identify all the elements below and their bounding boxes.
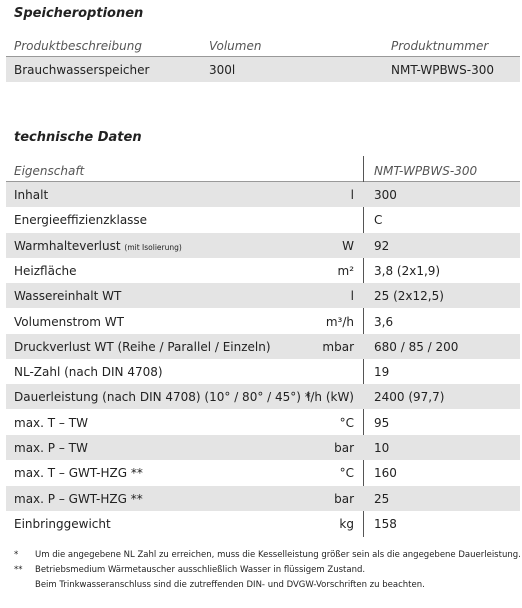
header-eigenschaft: Eigenschaft (14, 164, 85, 178)
row-label: max. P – GWT-HZG ** (14, 491, 143, 506)
row-unit: °C (339, 466, 354, 481)
header-modell: NMT-WPBWS-300 (374, 164, 478, 178)
table-row (6, 182, 520, 207)
row-unit: m² (337, 263, 354, 278)
row-label: Energieeffizienzklasse (14, 213, 148, 228)
table-row (6, 435, 520, 460)
header-produktnummer: Produktnummer (391, 39, 489, 53)
speicher-row (6, 57, 520, 82)
footnote-2-mark: ** (14, 565, 23, 575)
table-row (6, 486, 520, 511)
row-label: max. T – TW (14, 415, 88, 430)
row-unit: bar (334, 441, 354, 455)
table-row (6, 359, 520, 384)
row-note: (mit Isolierung) (124, 242, 182, 252)
row-value: C (374, 213, 383, 228)
row-unit: l (350, 188, 354, 202)
row-label: NL-Zahl (nach DIN 4708) (14, 365, 163, 380)
row-value: 300 (374, 188, 397, 202)
row-value: 25 (2x12,5) (374, 289, 444, 304)
table-row (6, 384, 520, 409)
table-row (6, 511, 520, 536)
row-unit: m³/h (325, 314, 354, 329)
row-unit: l/h (kW) (307, 390, 354, 405)
row-value: 3,6 (374, 314, 394, 329)
row-label: max. T – GWT-HZG ** (14, 466, 143, 481)
header-volumen: Volumen (209, 39, 262, 53)
header-produktbeschreibung: Produktbeschreibung (14, 39, 142, 53)
table-row (6, 460, 520, 485)
row-label: Wassereinhalt WT (14, 289, 122, 304)
footnote-1-mark: * (14, 550, 19, 560)
row-unit: kg (339, 516, 354, 531)
row-value: 160 (374, 466, 397, 481)
row-label: Heizfläche (14, 263, 77, 278)
table-row (6, 334, 520, 359)
row-value: 158 (374, 516, 397, 531)
technische-daten-title: technische Daten (14, 130, 142, 145)
footnote-1-text: Um die angegebene NL Zahl zu erreichen, muss die Kesselleistung größer sein als die angegebene Dauerleistung. (35, 550, 521, 560)
speicheroptionen-title: Speicheroptionen (14, 6, 144, 21)
row-label: Druckverlust WT (Reihe / Parallel / Einzeln) (14, 339, 271, 354)
row-value: 92 (374, 238, 390, 253)
row-label: Volumenstrom WT (14, 314, 124, 329)
table-row (6, 258, 520, 283)
row-label: Inhalt (14, 188, 49, 202)
speicher-volumen: 300l (209, 63, 236, 77)
row-label: Dauerleistung (nach DIN 4708) (10° / 80° / 45°) * (14, 390, 311, 405)
row-unit: bar (334, 491, 354, 506)
row-label: max. P – TW (14, 441, 88, 455)
row-value: 680 / 85 / 200 (374, 339, 459, 354)
row-value: 3,8 (2x1,9) (374, 263, 441, 278)
footnote-3-text: Beim Trinkwasseranschluss sind die zutreffenden DIN- und DVGW-Vorschriften zu beachten. (35, 580, 425, 590)
row-label: Einbringgewicht (14, 516, 111, 531)
row-value: 2400 (97,7) (374, 390, 445, 405)
speicher-nummer: NMT-WPBWS-300 (391, 63, 495, 77)
table-row (6, 410, 520, 435)
table-row (6, 283, 520, 308)
row-label-with-note (14, 239, 182, 253)
table-row (6, 207, 520, 232)
row-value: 25 (374, 491, 390, 506)
speicher-beschreibung: Brauchwasserspeicher (14, 63, 150, 77)
row-value: 10 (374, 441, 390, 455)
footnote-2-text: Betriebsmedium Wärmetauscher ausschließlich Wasser in flüssigem Zustand. (35, 565, 366, 575)
row-unit: l (350, 289, 354, 304)
row-value: 19 (374, 365, 390, 380)
table-row (6, 309, 520, 334)
row-label: Warmhalteverlust (14, 238, 121, 253)
row-unit: °C (339, 415, 354, 430)
row-unit: W (342, 238, 354, 253)
table-row (6, 233, 520, 258)
row-unit: mbar (322, 339, 354, 354)
row-value: 95 (374, 415, 390, 430)
